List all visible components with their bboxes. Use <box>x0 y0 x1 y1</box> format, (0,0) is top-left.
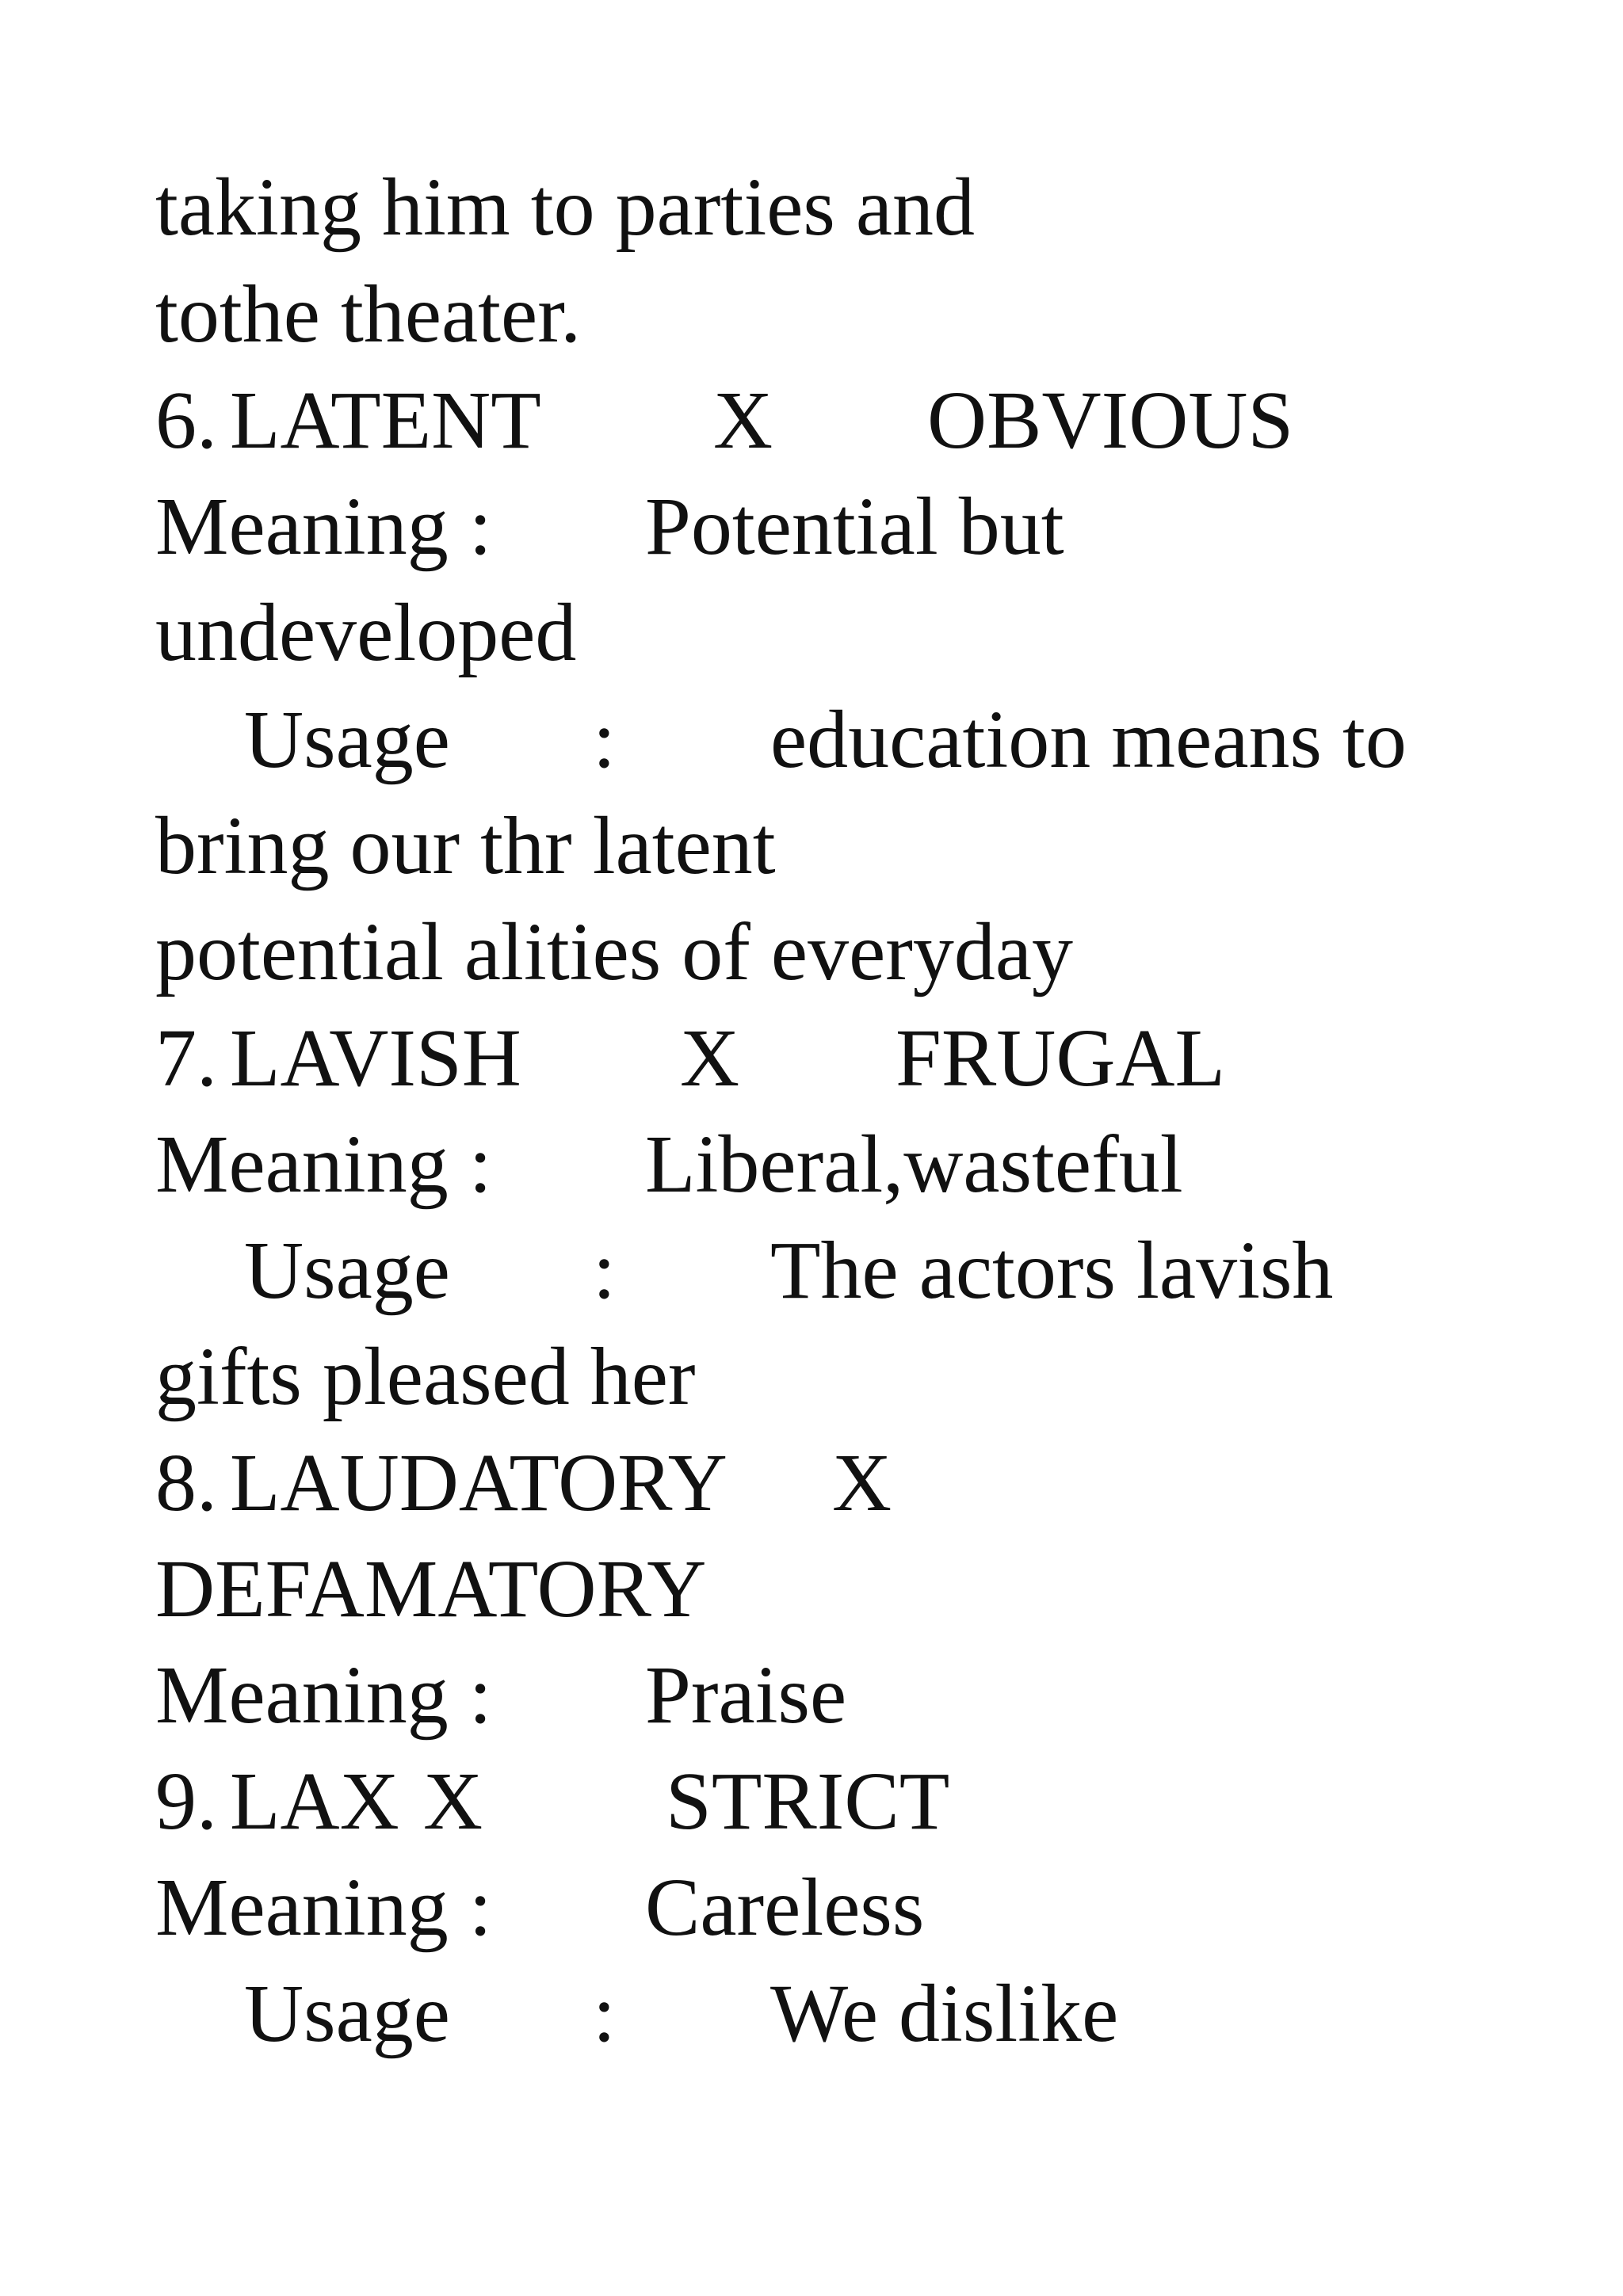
entry-number: 7. <box>155 1013 217 1104</box>
entry-separator: X <box>832 1437 892 1528</box>
meaning-text: Praise <box>645 1650 847 1741</box>
meaning-text-continued: undeveloped <box>155 587 577 678</box>
meaning-text: Liberal,wasteful <box>645 1119 1183 1210</box>
entry-number: 9. <box>155 1756 217 1847</box>
entry-separator: X <box>680 1013 740 1104</box>
meaning-text: Careless <box>645 1862 925 1953</box>
continuation-line-1: taking him to parties and <box>155 162 976 253</box>
usage-colon: : <box>593 1225 616 1316</box>
continuation-line-2: tothe theater. <box>155 269 582 360</box>
entry-number: 8. <box>155 1437 217 1528</box>
meaning-label: Meaning : <box>155 481 492 572</box>
usage-text-continued: potential alities of everyday <box>155 906 1074 997</box>
entry-antonym: DEFAMATORY <box>155 1543 707 1634</box>
usage-text: The actors lavish <box>770 1225 1334 1316</box>
usage-label: Usage <box>244 1225 450 1316</box>
usage-colon: : <box>593 694 616 785</box>
entry-antonym: STRICT <box>666 1756 950 1847</box>
entry-separator: X <box>423 1756 483 1847</box>
entry-word: LATENT <box>230 375 541 466</box>
usage-text: education means to <box>770 694 1407 785</box>
entry-number: 6. <box>155 375 217 466</box>
entry-word: LAX <box>230 1756 399 1847</box>
usage-text: We dislike <box>770 1968 1119 2059</box>
entry-antonym: FRUGAL <box>896 1013 1226 1104</box>
entry-separator: X <box>713 375 773 466</box>
meaning-label: Meaning : <box>155 1650 492 1741</box>
entry-word: LAUDATORY <box>230 1437 727 1528</box>
entry-antonym: OBVIOUS <box>927 375 1294 466</box>
meaning-label: Meaning : <box>155 1862 492 1953</box>
entry-word: LAVISH <box>230 1013 521 1104</box>
usage-text-continued: gifts pleased her <box>155 1331 696 1422</box>
usage-text-continued: bring our thr latent <box>155 800 776 891</box>
usage-label: Usage <box>244 1968 450 2059</box>
meaning-text: Potential but <box>645 481 1064 572</box>
meaning-label: Meaning : <box>155 1119 492 1210</box>
usage-colon: : <box>593 1968 616 2059</box>
usage-label: Usage <box>244 694 450 785</box>
